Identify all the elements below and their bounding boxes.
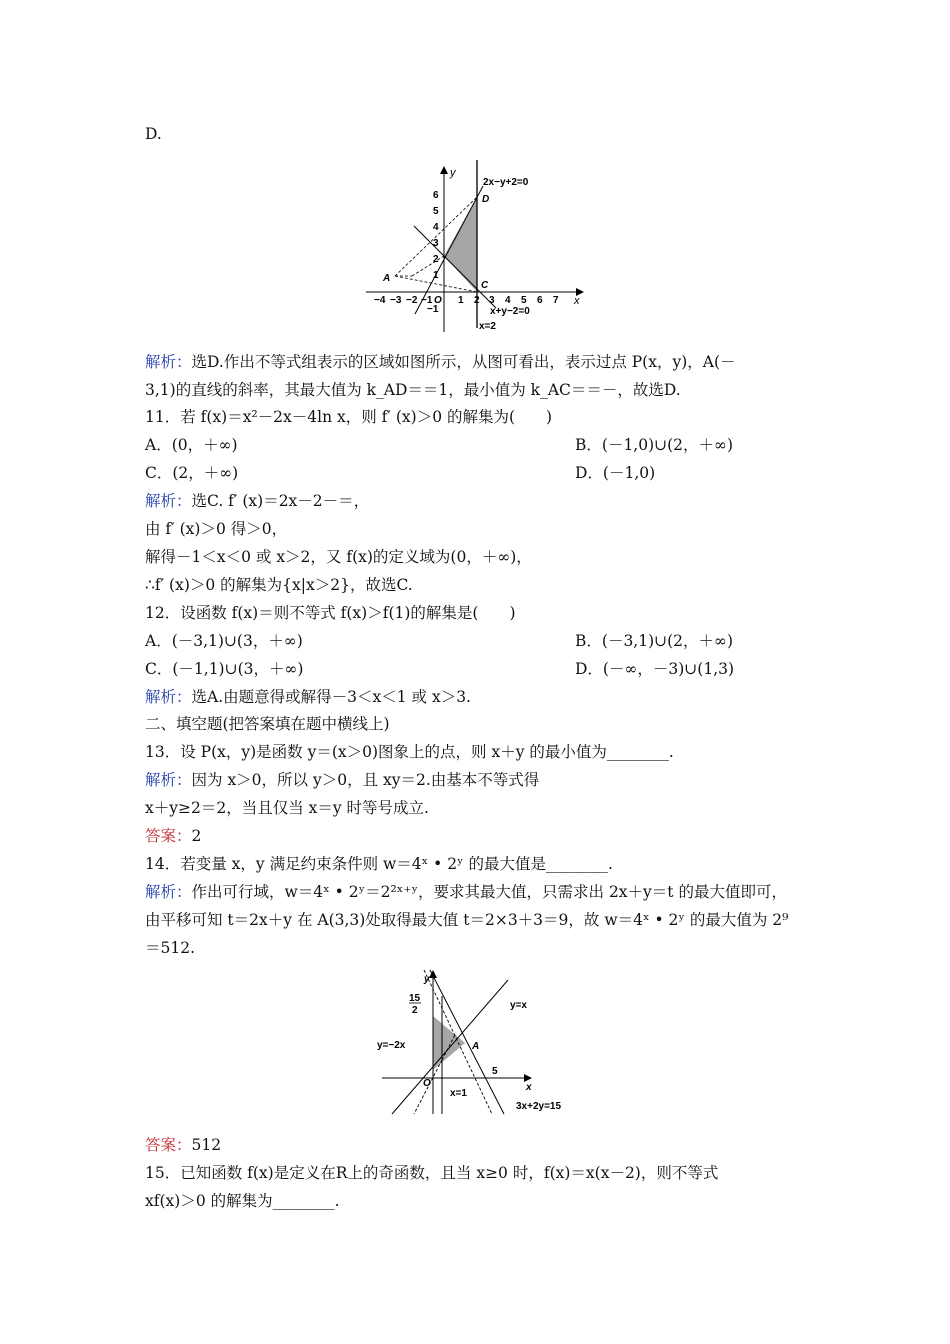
analysis-11-line4: ∴f′ (x)＞0 的解集为{x|x＞2}，故选C. xyxy=(145,576,413,594)
analysis-13-line1: 解析：因为 x＞0，所以 y＞0，且 xy＝2.由基本不等式得 xyxy=(145,771,540,789)
q11-options-ab: A．(0，＋∞) B．(－1,0)∪(2，＋∞) xyxy=(145,436,733,454)
figure-feasible-region-2 xyxy=(374,968,578,1118)
fig1-eq1: 2x−y+2=0 xyxy=(483,177,529,188)
fig1-xtick-4: 4 xyxy=(505,295,511,306)
analysis-1-line2: 3,1)的直线的斜率，其最大值为 k_AD＝＝1，最小值为 k_AC＝＝－，故选D. xyxy=(145,381,681,399)
fig2-tick-5: 5 xyxy=(492,1066,498,1077)
analysis-14-line3: ＝512. xyxy=(145,939,196,957)
fig1-y-label: y xyxy=(450,167,456,179)
analysis-1-line1: 解析：选D.作出不等式组表示的区域如图所示，从图可看出，表示过点 P(x，y)，A(－ xyxy=(145,353,736,371)
analysis-label: 解析： xyxy=(145,771,192,789)
fig1-xtick-neg2: −2 xyxy=(406,295,418,306)
question-14: 14．若变量 x，y 满足约束条件则 w＝4ˣ • 2ʸ 的最大值是________. xyxy=(145,855,613,873)
fig2-eq-x-1: x=1 xyxy=(450,1088,467,1099)
fig2-origin: O xyxy=(423,1078,431,1089)
fig1-xtick-neg4: −4 xyxy=(374,295,386,306)
shaded-region xyxy=(444,197,477,292)
fig1-xtick-3: 3 xyxy=(489,295,495,306)
fig1-origin: O xyxy=(434,295,442,306)
fig1-eq3: x=2 xyxy=(479,321,496,332)
q11-options-cd: C．(2，＋∞) D．(－1,0) xyxy=(145,464,656,482)
analysis-11-line3: 解得－1＜x＜0 或 x＞2，又 f(x)的定义域为(0，＋∞)， xyxy=(145,548,532,566)
fig1-ytick-4: 4 xyxy=(433,222,439,233)
fig1-xtick-neg1: −1 xyxy=(421,295,433,306)
fig1-A: A xyxy=(383,273,391,284)
fig2-eq-y-neg2x: y=−2x xyxy=(377,1040,406,1051)
fig2-tick-15: 15 xyxy=(409,993,421,1004)
dashed-A-b xyxy=(412,256,444,276)
fig1-ytick-neg1: −1 xyxy=(427,304,439,315)
question-12: 12．设函数 f(x)＝则不等式 f(x)＞f(1)的解集是( ) xyxy=(145,604,516,622)
section-heading-fill-in: 二、填空题(把答案填在题中横线上) xyxy=(145,715,390,733)
q12-options-cd: C．(－1,1)∪(3，＋∞) D．(－∞，－3)∪(1,3) xyxy=(145,660,735,678)
x-axis-arrow xyxy=(524,1074,532,1082)
shaded-region xyxy=(433,1016,465,1070)
analysis-label: 解析： xyxy=(145,353,192,371)
y-axis-arrow xyxy=(440,166,448,174)
question-13: 13．设 P(x，y)是函数 y＝(x＞0)图象上的点，则 x＋y 的最小值为________. xyxy=(145,743,674,761)
fig1-xtick-5: 5 xyxy=(521,295,527,306)
fig1-ytick-6: 6 xyxy=(433,190,439,201)
analysis-11-line2: 由 f′ (x)＞0 得＞0， xyxy=(145,520,288,538)
q12-options-ab: A．(－3,1)∪(3，＋∞) B．(－3,1)∪(2，＋∞) xyxy=(145,632,733,650)
fig2-eq-y-x: y=x xyxy=(510,1000,527,1011)
fig1-xtick-1: 1 xyxy=(458,295,464,306)
analysis-label: 解析： xyxy=(145,492,192,510)
option-d-line: D. xyxy=(145,125,162,143)
fig1-eq2: x+y−2=0 xyxy=(490,306,530,317)
answer-label: 答案： xyxy=(145,1136,192,1154)
answer-13: 答案：2 xyxy=(145,827,202,845)
fig2-eq-3x2y: 3x+2y=15 xyxy=(516,1101,562,1112)
fig1-ytick-3: 3 xyxy=(433,238,439,249)
question-15-line1: 15．已知函数 f(x)是定义在R上的奇函数，且当 x≥0 时，f(x)＝x(x－2)，则不等式 xyxy=(145,1164,719,1182)
analysis-14-line2: 由平移可知 t＝2x＋y 在 A(3,3)处取得最大值 t＝2×3＋3＝9，故 w＝4ˣ • 2ʸ 的最大值为 2⁹ xyxy=(145,911,789,929)
analysis-label: 解析： xyxy=(145,883,192,901)
fig1-ytick-2: 2 xyxy=(433,254,439,265)
fig1-C: C xyxy=(481,280,489,291)
answer-14: 答案：512 xyxy=(145,1136,222,1154)
fig2-y-label: y xyxy=(424,974,430,985)
fig2-tick-2: 2 xyxy=(412,1005,418,1016)
analysis-13-line2: x＋y≥2＝2，当且仅当 x＝y 时等号成立. xyxy=(145,799,429,817)
fig2-x-label: x xyxy=(526,1082,532,1093)
question-11: 11．若 f(x)＝x²－2x－4ln x，则 f′ (x)＞0 的解集为( ) xyxy=(145,408,553,426)
analysis-14-line1: 解析：作出可行域，w＝4ˣ • 2ʸ＝2²ˣ⁺ʸ，要求其最大值，只需求出 2x＋y＝t 的最大值即可， xyxy=(145,883,787,901)
fig1-xtick-6: 6 xyxy=(537,295,543,306)
analysis-12: 解析：选A.由题意得或解得－3＜x＜1 或 x＞3. xyxy=(145,688,471,706)
analysis-11-line1: 解析：选C. f′ (x)＝2x－2－＝， xyxy=(145,492,370,510)
fig1-ytick-1: 1 xyxy=(433,270,439,281)
fig1-xtick-7: 7 xyxy=(553,295,559,306)
answer-label: 答案： xyxy=(145,827,192,845)
fig2-point-A: A xyxy=(472,1041,480,1052)
fig1-ytick-5: 5 xyxy=(433,206,439,217)
figure-feasible-region-1 xyxy=(362,152,588,332)
fig1-D: D xyxy=(482,194,490,205)
fig1-xtick-2: 2 xyxy=(474,295,480,306)
fig1-x-label: x xyxy=(574,295,580,307)
analysis-label: 解析： xyxy=(145,688,192,706)
fig1-xtick-neg3: −3 xyxy=(390,295,402,306)
question-15-line2: xf(x)＞0 的解集为________. xyxy=(145,1192,340,1210)
